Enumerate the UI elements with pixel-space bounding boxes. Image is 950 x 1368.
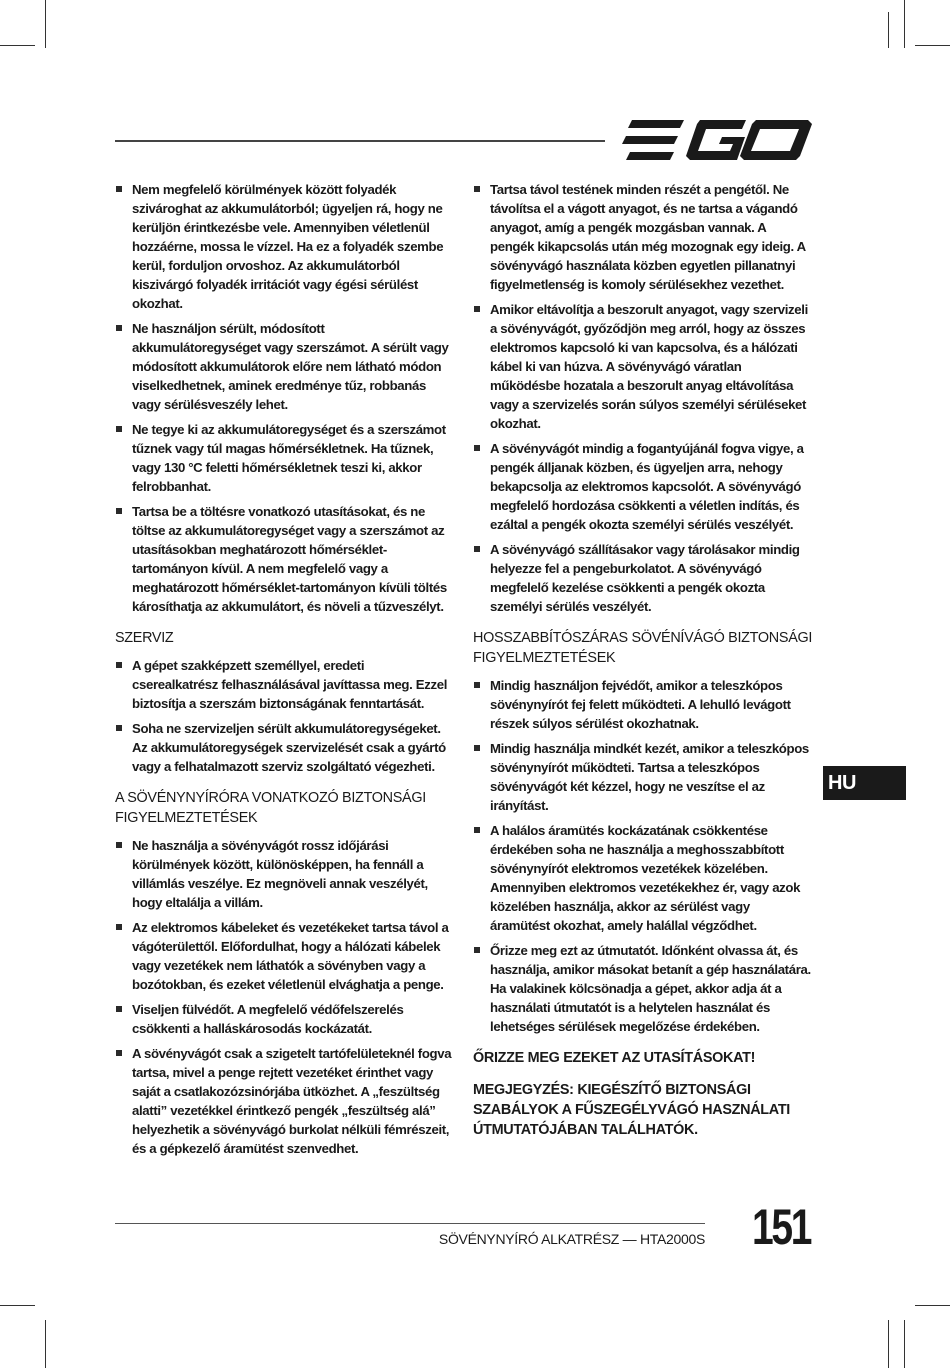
bullet-icon [474,306,480,312]
crop-mark [904,0,905,48]
list-item-text: Soha ne szervizeljen sérült akkumulátoregységeket. Az akkumulátoregységek szervizelését csak a gyártó vagy a felhatalmazott szerviz szolgáltató végezheti. [132,721,446,774]
bullet-icon [474,546,480,552]
keep-instructions-heading: ŐRIZZE MEG EZEKET AZ UTASÍTÁSOKAT! [473,1050,756,1066]
battery-safety-list [115,180,453,616]
page-number: 151 [752,1199,811,1255]
list-item-text: A sövényvágót csak a szigetelt tartófelületeknél fogva tartsa, mivel a penge rejtett vezetéket érinthet vagy saját a csatlakozózsinórjába ütközhet. A „feszültség alatti” vezetékkel érintkező pengék „feszültség alá” helyezhetik a sövényvágó burkolat nélküli fémrészeit, és a gépkezelő áramütést szenvedhet. [132,1046,452,1156]
crop-mark [915,45,950,46]
pole-trimmer-list [473,676,813,1036]
list-item-text: A sövényvágó szállításakor vagy tárolásakor mindig helyezze fel a pengeburkolatot. A sövényvágó megfelelő kezelése csökkenti a pengék okozta személyi sérülés veszélyét. [490,542,800,614]
crop-mark [915,1305,950,1306]
bullet-icon [474,827,480,833]
bullet-icon [116,842,122,848]
list-item [473,739,813,815]
list-item [473,676,813,733]
crop-mark [0,45,35,46]
bullet-icon [116,924,122,930]
left-column [115,180,453,1164]
footer-rule [115,1223,705,1224]
bullet-icon [116,325,122,331]
crop-mark [45,1320,46,1368]
list-item-text: A gépet szakképzett személlyel, eredeti cserealkatrész felhasználásával javíttassa meg. Ezzel biztosítja a szerszám biztonságának fenntartását. [132,658,448,711]
service-heading: SZERVIZ [115,630,174,646]
bullet-icon [116,186,122,192]
crop-mark [0,1305,35,1306]
list-item-text: Ne használja a sövényvágót rossz időjárási körülmények között, különösképpen, ha fennáll a villámlás veszélye. Ez megnöveli annak veszélyét, hogy eltalálja a villám. [132,838,428,910]
list-item-text: Tartsa távol testének minden részét a pengétől. Ne távolítsa el a vágott anyagot, és ne tartsa a vágandó anyagot, amíg a pengék mozgásban vannak. A pengék kikapcsolás után még mozognak egy ideig. A sövényvágó használata közben egyetlen pillanatnyi figyelmetlenség is komoly sérülésekhez vezethet. [490,182,806,292]
crop-mark [904,1320,905,1368]
list-item [473,941,813,1036]
list-item-text: Mindig használjon fejvédőt, amikor a teleszkópos sövénynyírót fej felett működteti. A lehulló levágott részek súlyos sérülést okozhatnak. [490,678,791,731]
list-item-text: Mindig használja mindkét kezét, amikor a teleszkópos sövénynyírót működteti. Tartsa a teleszkópos sövényvágót két kézzel, hogy ne veszítse el az irányítást. [490,741,809,813]
footer-product-name: SÖVÉNYNYÍRÓ ALKATRÉSZ — HTA2000S [438,1231,705,1247]
bullet-icon [474,445,480,451]
list-item [473,821,813,935]
right-column [473,180,813,1148]
list-item-text: Az elektromos kábeleket és vezetékeket tartsa távol a vágóterülettől. Előfordulhat, hogy a hálózati kábelek vagy vezetékek nem láthatók a sövényben vagy a bozótokban, és ezeket véletlenül elvághatja a penge. [132,920,449,992]
pole-trimmer-heading: HOSSZABBÍTÓSZÁRAS SÖVÉNÍVÁGÓ BIZTONSÁGI FIGYELMEZTETÉSEK [473,630,813,666]
crop-mark [888,12,889,48]
hedge-trimmer-heading: A SÖVÉNYNYÍRÓRA VONATKOZÓ BIZTONSÁGI FIGYELMEZTETÉSEK [115,790,426,826]
service-list [115,656,453,776]
list-item-text: Ne használjon sérült, módosított akkumulátoregységet vagy szerszámot. A sérült vagy módosított akkumulátorok előre nem látható módon viselkedhetnek, aminek eredménye tűz, robbanás vagy sérülésveszély lehet. [132,321,449,412]
bullet-icon [116,426,122,432]
list-item [115,836,453,912]
list-item [115,656,453,713]
list-item-text: Amikor eltávolítja a beszorult anyagot, vagy szervizeli a sövényvágót, győződjön meg arról, hogy az összes elektromos kapcsoló ki van kapcsolva, és a hálózati kábel ki van húzva. A sövényvágó váratlan működésbe hozatala a beszorult anyag eltávolítása vagy a szervizelés során súlyos személyi sérüléseket okozhat. [490,302,808,431]
list-item [473,300,813,433]
list-item-text: Viseljen fülvédőt. A megfelelő védőfelszerelés csökkenti a halláskárosodás kockázatát. [132,1002,404,1036]
bullet-icon [116,725,122,731]
hedge-trimmer-list [115,836,453,1158]
list-item-text: Nem megfelelő körülmények között folyadék szivároghat az akkumulátorból; ügyeljen rá, hogy ne kerüljön érintkezésbe vele. Amennyiben véletlenül hozzáérne, mossa le vízzel. Ha ez a folyadék szembe kerül, forduljon orvoshoz. Az akkumulátorból kiszivárgó folyadék irritációt vagy égési sérülést okozhat. [132,182,444,311]
bullet-icon [474,186,480,192]
list-item [115,319,453,414]
blade-safety-list [473,180,813,616]
list-item [473,180,813,294]
list-item [473,439,813,534]
list-item [115,420,453,496]
crop-mark [45,0,46,48]
list-item-text: A halálos áramütés kockázatának csökkentése érdekében soha ne használja a meghosszabbított sövénynyírót elektromos vezetékek közelében. Amennyiben elektromos vezetékekhez ér, vagy azok közelében használja, akkor az sérülést vagy áramütést okozhat, amely halállal végződhet. [490,823,801,933]
ego-logo [622,118,812,162]
list-item-text: Őrizze meg ezt az útmutatót. Időnként olvassa át, és használja, amikor másokat betanít a gép használatára. Ha valakinek kölcsönadja a gépet, akkor adja át a használati útmutatót is a helytelen használat és lehetséges sérülések megelőzése érdekében. [490,943,811,1034]
list-item [115,918,453,994]
bullet-icon [474,947,480,953]
bullet-icon [116,508,122,514]
list-item [115,1044,453,1158]
header-rule [115,140,605,142]
list-item-text: A sövényvágót mindig a fogantyújánál fogva vigye, a pengék álljanak közben, és ügyeljen arra, nehogy bekapcsolja az elektromos kapcsolót. A sövényvágó megfelelő hordozása csökkenti a véletlen indítás, és ezáltal a pengék okozta személyi sérülés veszélyét. [490,441,804,532]
list-item-text: Tartsa be a töltésre vonatkozó utasításokat, és ne töltse az akkumulátoregységet vagy a szerszámot az utasításokban meghatározott hőmérséklet-tartományon kívül. A nem megfelelő vagy a meghatározott hőmérséklet-tartományon kívüli töltés károsíthatja az akkumulátort, és növeli a tűzveszélyt. [132,504,447,614]
bullet-icon [474,745,480,751]
language-tab: HU [823,766,906,800]
bullet-icon [474,682,480,688]
crop-mark [888,1320,889,1368]
list-item [115,1000,453,1038]
bullet-icon [116,1050,122,1056]
list-item-text: Ne tegye ki az akkumulátoregységet és a szerszámot tűznek vagy túl magas hőmérsékletnek. Ha tűznek, vagy 130 °C feletti hőmérsékletnek teszi ki, akkor felrobbanhat. [132,422,446,494]
list-item [473,540,813,616]
bullet-icon [116,1006,122,1012]
list-item [115,180,453,313]
list-item [115,719,453,776]
list-item [115,502,453,616]
note-heading: MEGJEGYZÉS: KIEGÉSZÍTŐ BIZTONSÁGI SZABÁLYOK A FŰSZEGÉLYVÁGÓ HASZNÁLATI ÚTMUTATÓJÁBAN TALÁLHATÓK. [473,1082,791,1138]
bullet-icon [116,662,122,668]
